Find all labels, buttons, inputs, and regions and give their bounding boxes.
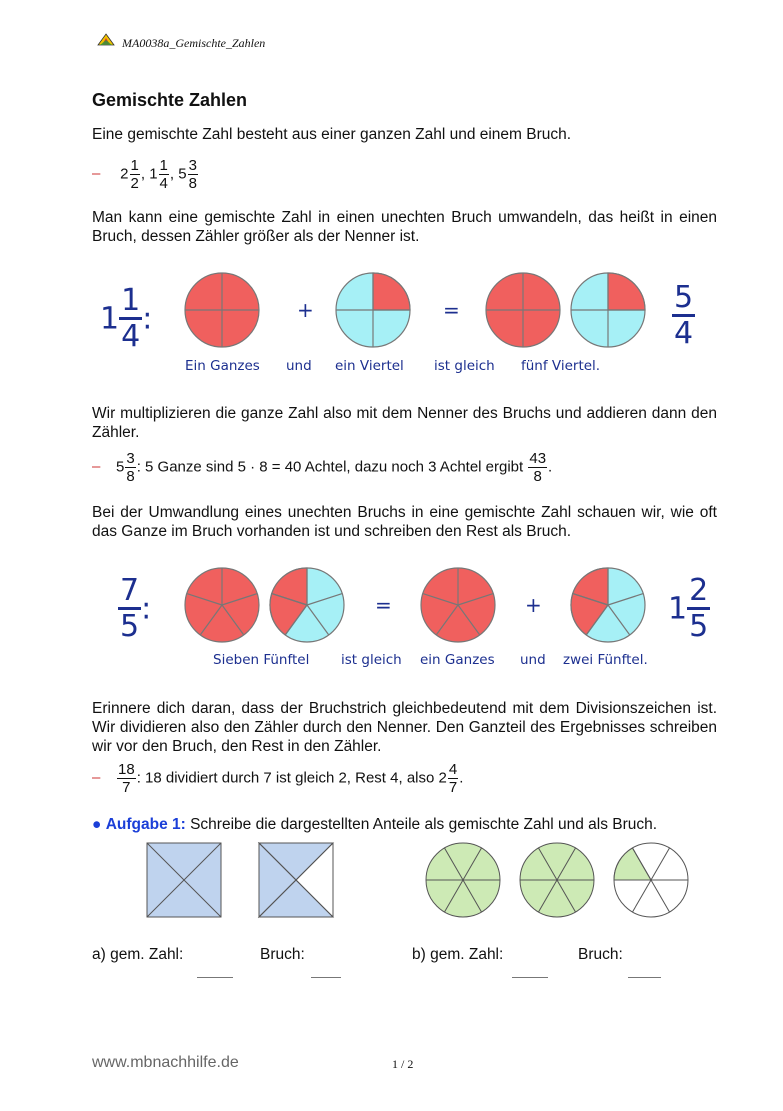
sixths-one — [614, 843, 688, 917]
dash: – — [92, 165, 101, 183]
full-circle-2 — [486, 273, 560, 347]
task-label: Aufgabe 1: — [105, 816, 186, 833]
equals-sign: = — [375, 593, 392, 617]
fig1-mixed-number: 1 $\frac{1}{4}$ : — [100, 283, 153, 354]
logo-icon — [96, 33, 116, 47]
fifths-full-2 — [421, 568, 495, 642]
example-3: – $\frac{18}{7}$ : 18 dividiert durch 7 ist gleich 2, Rest 4, also 2 $\frac{4}{7}$ . — [92, 761, 464, 796]
page-number: 1 / 2 — [392, 1057, 414, 1071]
fig1-circles — [180, 270, 680, 350]
paragraph-5: Erinnere dich daran, dass der Bruchstrich gleichbedeutend mit dem Divisionszeichen ist. Wir dividieren also den Zähler durch den Nenner. Den Ganzteil des Ergebnisses schreiben wir vor den Bruch, den Rest in den Zähler. — [92, 700, 717, 755]
quarter-circle — [336, 273, 410, 347]
sixths-full-2 — [520, 843, 594, 917]
paragraph-1: Eine gemischte Zahl besteht aus einer ganzen Zahl und einem Bruch. — [92, 126, 572, 143]
plus-sign: + — [297, 298, 314, 322]
fig2-circles — [180, 565, 660, 645]
answer-a-label: a) gem. Zahl: — [92, 946, 184, 963]
answer-a-bruch-label: Bruch: — [260, 946, 305, 963]
equals-sign: = — [443, 298, 460, 322]
quarter-circle-2 — [571, 273, 645, 347]
answer-b-fraction-blank[interactable] — [628, 976, 661, 978]
footer-website: www.mbnachhilfe.de — [92, 1054, 239, 1071]
paragraph-4: Bei der Umwandlung eines unechten Bruchs in eine gemischte Zahl schauen wir, wie oft das Ganze im Bruch vorhanden ist und schreiben den Rest als Bruch. — [92, 504, 717, 540]
fig1-result: $\frac{5}{4}$ — [674, 280, 694, 351]
full-circle-1 — [185, 273, 259, 347]
example-1: – 2 $\frac{1}{2}$ , 1 $\frac{1}{4}$ , 5 $\frac{3}{8}$ — [92, 157, 197, 192]
fig2-result: 1 $\frac{2}{5}$ — [668, 573, 709, 644]
fifths-two — [270, 568, 344, 642]
fifths-full-1 — [185, 568, 259, 642]
page-title: Gemischte Zahlen — [92, 90, 248, 110]
task-1: ● Aufgabe 1: Schreibe die dargestellten Anteile als gemischte Zahl und als Bruch. — [92, 816, 658, 833]
square-full — [147, 843, 221, 917]
answer-b-label: b) gem. Zahl: — [412, 946, 504, 963]
document-id: MA0038a_Gemischte_Zahlen — [122, 36, 266, 50]
fifths-two-2 — [571, 568, 645, 642]
answer-b-mixed-blank[interactable] — [512, 976, 548, 978]
paragraph-2: Man kann eine gemischte Zahl in einen unechten Bruch umwandeln, das heißt in einen Bruch, dessen Zähler größer als der Nenner ist. — [92, 209, 717, 245]
example-2: – 5 $\frac{3}{8}$ : 5 Ganze sind 5 · 8 = 40 Achtel, dazu noch 3 Achtel ergibt $\frac{43}{8}$ . — [92, 450, 553, 485]
fig2-improper-fraction: $\frac{7}{5}$ : — [120, 573, 152, 644]
sixths-full-1 — [426, 843, 500, 917]
square-three-quarters — [259, 843, 333, 917]
answer-b-bruch-label: Bruch: — [578, 946, 623, 963]
paragraph-3: Wir multiplizieren die ganze Zahl also mit dem Nenner des Bruchs und addieren dann den Zähler. — [92, 405, 717, 441]
plus-sign: + — [525, 593, 542, 617]
answer-a-fraction-blank[interactable] — [311, 976, 341, 978]
answer-a-mixed-blank[interactable] — [197, 976, 233, 978]
task-text: Schreibe die dargestellten Anteile als gemischte Zahl und als Bruch. — [190, 816, 658, 833]
task-figures — [145, 842, 705, 922]
